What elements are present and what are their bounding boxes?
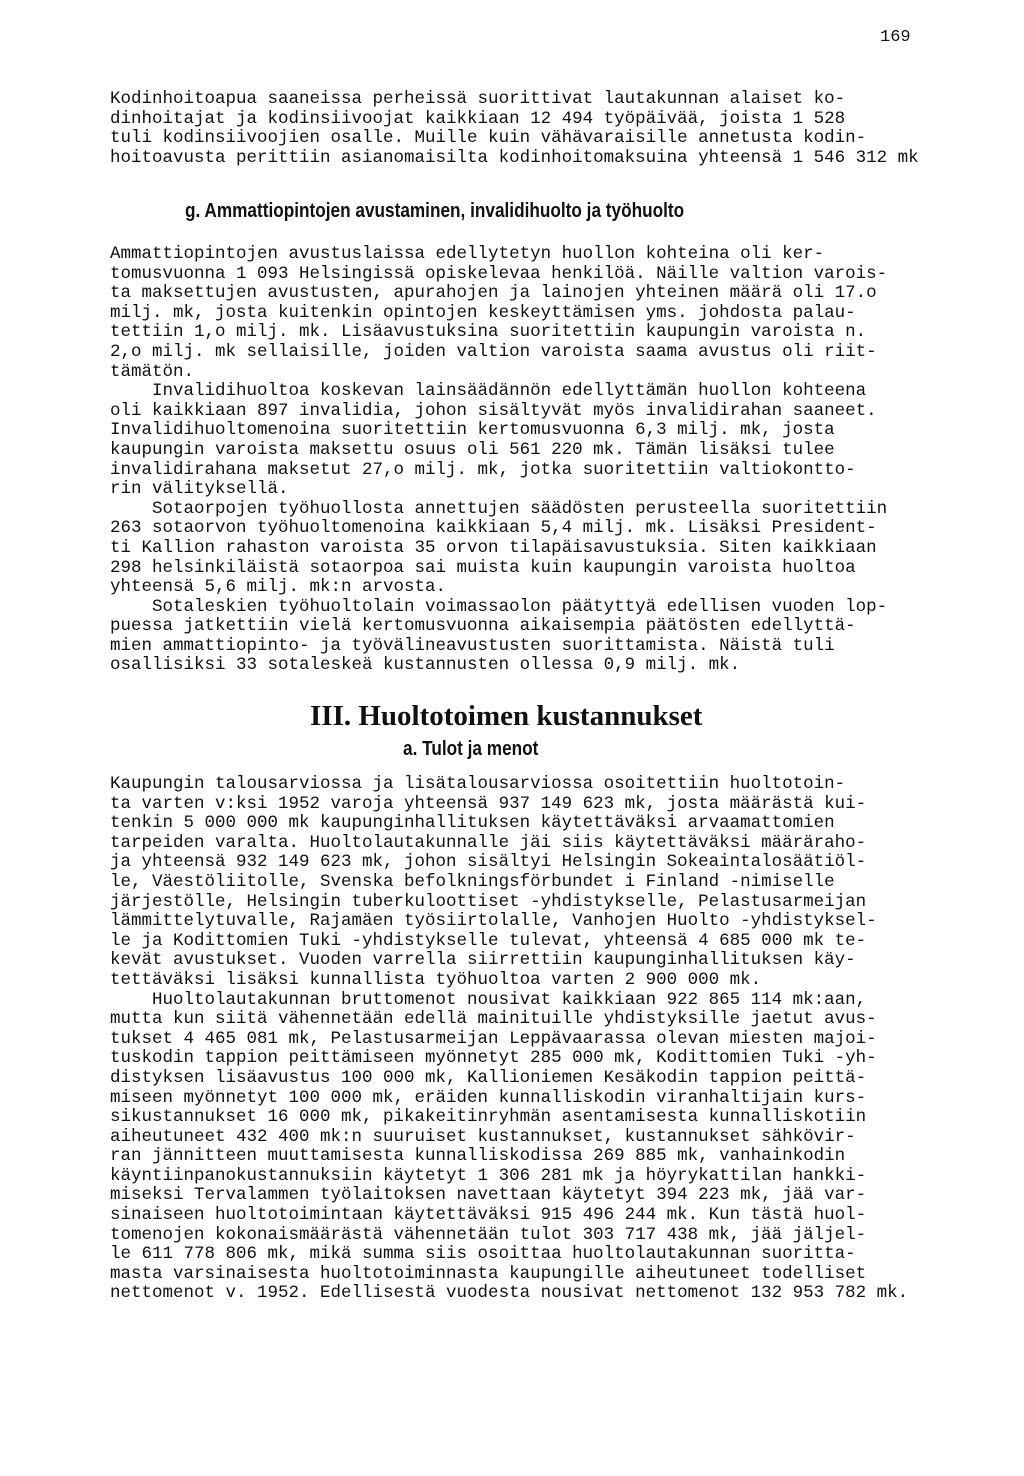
section-a-heading: a. Tulot ja menot	[403, 738, 539, 760]
section-g-text: Ammattiopintojen avustuslaissa edellytetyn huollon kohteina oli ker- tomusvuonna 1 093 Helsingissä opiskelevaa henkilöä. Näille valtion varois- ta maksettujen avustusten, apurahojen ja lainojen yhteinen määrä oli 17.o milj. mk, josta kuitenkin opintojen keskeyttämisen yms. johdosta palau- tettiin 1,o milj. mk. Lisäavustuksina suoritettiin kaupungin varoista n. 2,o milj. mk sellaisille, joiden valtion varoista saama avustus oli riit- tämätön. Invalidihuoltoa koskevan lainsäädännön edellyttämän huollon kohteena oli kaikkiaan 897 invalidia, johon sisältyvät myös invalidirahan saaneet. Invalidihuoltomenoina suoritettiin kertomusvuonna 6,3 milj. mk, josta kaupungin varoista maksettu osuus oli 561 220 mk. Tämän lisäksi tulee invalidirahana maksetut 27,o milj. mk, jotka suoritettiin valtiokontto- rin välityksellä. Sotaorpojen työhuollosta annettujen säädösten perusteella suoritettiin 263 sotaorvon työhuoltomenoina kaikkiaan 5,4 milj. mk. Lisäksi President- ti Kallion rahaston varoista 35 orvon tilapäisavustuksia. Siten kaikkiaan 298 helsinkiläistä sotaorpoa sai muista kuin kaupungin varoista huoltoa yhteensä 5,6 milj. mk:n arvosta. Sotaleskien työhuoltolain voimassaolon päätyttyä edellisen vuoden lop- puessa jatkettiin vielä kertomusvuonna aikaisempia päätösten edellyttä- mien ammattiopinto- ja työvälineavustusten suorittamista. Näistä tuli osallisiksi 33 sotaleskeä kustannusten ollessa 0,9 milj. mk.	[110, 244, 888, 676]
paragraph-home-help: Kodinhoitoapua saaneissa perheissä suorittivat lautakunnan alaiset ko- dinhoitajat ja kodinsiivoojat kaikkiaan 12 494 työpäivää, joista 1 528 tuli kodinsiivoojien osalle. Muille kuin vähävaraisille annetusta kodin- hoitoavusta perittiin asianomaisilta kodinhoitomaksuina yhteensä 1 546 312 mk	[110, 89, 919, 168]
page-number: 169	[880, 28, 911, 47]
section-g-heading: g. Ammattiopintojen avustaminen, invalidihuolto ja työhuolto	[185, 200, 685, 222]
chapter-heading: III. Huoltotoimen kustannukset	[310, 700, 703, 732]
section-a-text: Kaupungin talousarviossa ja lisätalousarviossa osoitettiin huoltotoin- ta varten v:ksi 1952 varoja yhteensä 937 149 623 mk, josta määrästä kui- tenkin 5 000 000 mk kaupunginhallituksen käytettäväksi arvaamattomien tarpeiden varalta. Huoltolautakunnalle jäi siis käytettäväksi määräraho- ja yhteensä 932 149 623 mk, johon sisältyi Helsingin Sokeaintalosäätiöl- le, Väestöliitolle, Svenska befolkningsförbundet i Finland -nimiselle järjestölle, Helsingin tuberkuloottiset -yhdistykselle, Pelastusarmeijan lämmittelytuvalle, Rajamäen työsiirtolalle, Vanhojen Huolto -yhdistyksel- le ja Kodittomien Tuki -yhdistykselle tulevat, yhteensä 4 685 000 mk te- kevät avustukset. Vuoden varrella siirrettiin kaupunginhallituksen käy- tettäväksi lisäksi kunnallista työhuoltoa varten 2 900 000 mk. Huoltolautakunnan bruttomenot nousivat kaikkiaan 922 865 114 mk:aan, mutta kun siitä vähennetään edellä mainituille yhdistyksille jaetut avus- tukset 4 465 081 mk, Pelastusarmeijan Leppävaarassa olevan miesten majoi- tuskodin tappion peittämiseen myönnetyt 285 000 mk, Kodittomien Tuki -yh- distyksen lisäavustus 100 000 mk, Kallioniemen Kesäkodin tappion peittä- miseen myönnetyt 100 000 mk, eräiden kunnalliskodin viranhaltijain kurs- sikustannukset 16 000 mk, pikakeitinryhmän asentamisesta kunnalliskotiin aiheutuneet 432 400 mk:n suuruiset kustannukset, kustannukset sähkövir- ran jännitteen muuttamisesta kunnalliskodissa 269 885 mk, vanhainkodin käyntiinpanokustannuksiin käytetyt 1 306 281 mk ja höyrykattilan hankki- miseksi Tervalammen työlaitoksen navettaan käytetyt 394 223 mk, jää var- sinaiseen huoltotoimintaan käytettäväksi 915 496 244 mk. Kun tästä huol- tomenojen kokonaismäärästä vähennetään tulot 303 717 438 mk, jää jäljel- le 611 778 806 mk, mikä summa siis osoittaa huoltolautakunnan suoritta- masta varsinaisesta huoltotoiminnasta kaupungille aiheutuneet todelliset nettomenot v. 1952. Edellisestä vuodesta nousivat nettomenot 132 953 782 mk.	[110, 774, 909, 1304]
